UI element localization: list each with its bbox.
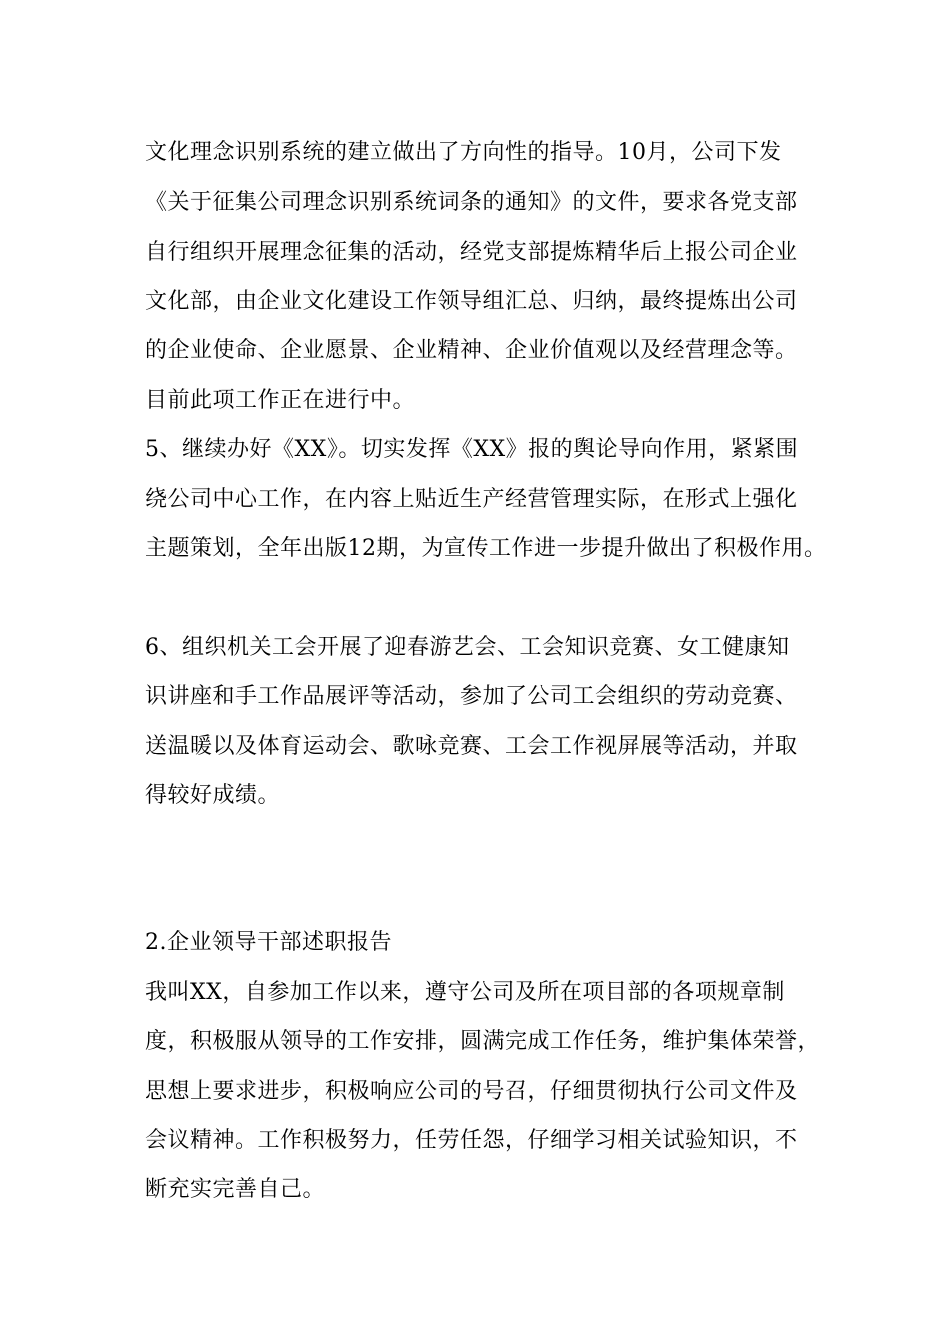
section-heading: 2.企业领导干部述职报告	[145, 930, 392, 955]
text-line: 会议精神。工作积极努力，任劳任怨，仔细学习相关试验知识，不	[145, 1128, 798, 1153]
text-line: 送温暖以及体育运动会、歌咏竞赛、工会工作视屏展等活动，并取	[145, 734, 798, 759]
text-line: 文化理念识别系统的建立做出了方向性的指导。10月，公司下发	[145, 140, 782, 165]
text-line: 主题策划，全年出版12期，为宣传工作进一步提升做出了积极作用。	[145, 536, 827, 561]
text-line: 断充实完善自己。	[145, 1177, 326, 1202]
text-line: 绕公司中心工作，在内容上贴近生产经营管理实际，在形式上强化	[145, 487, 798, 512]
text-line: 《关于征集公司理念识别系统词条的通知》的文件，要求各党支部	[145, 190, 798, 215]
text-line: 自行组织开展理念征集的活动，经党支部提炼精华后上报公司企业	[145, 240, 798, 265]
text-line: 6、组织机关工会开展了迎春游艺会、工会知识竞赛、女工健康知	[145, 635, 790, 660]
text-line: 5、继续办好《XX》。切实发挥《XX》报的舆论导向作用，紧紧围	[145, 437, 799, 462]
text-line: 文化部，由企业文化建设工作领导组汇总、归纳，最终提炼出公司	[145, 289, 798, 314]
text-line: 识讲座和手工作品展评等活动，参加了公司工会组织的劳动竞赛、	[145, 684, 798, 709]
text-line: 的企业使命、企业愿景、企业精神、企业价值观以及经营理念等。	[145, 338, 798, 363]
text-line: 我叫XX，自参加工作以来，遵守公司及所在项目部的各项规章制	[145, 980, 785, 1005]
text-line: 度，积极服从领导的工作安排，圆满完成工作任务，维护集体荣誉，	[145, 1029, 821, 1054]
text-line: 得较好成绩。	[145, 783, 281, 808]
text-line: 思想上要求进步，积极响应公司的号召，仔细贯彻执行公司文件及	[145, 1079, 798, 1104]
text-line: 目前此项工作正在进行中。	[145, 388, 416, 413]
